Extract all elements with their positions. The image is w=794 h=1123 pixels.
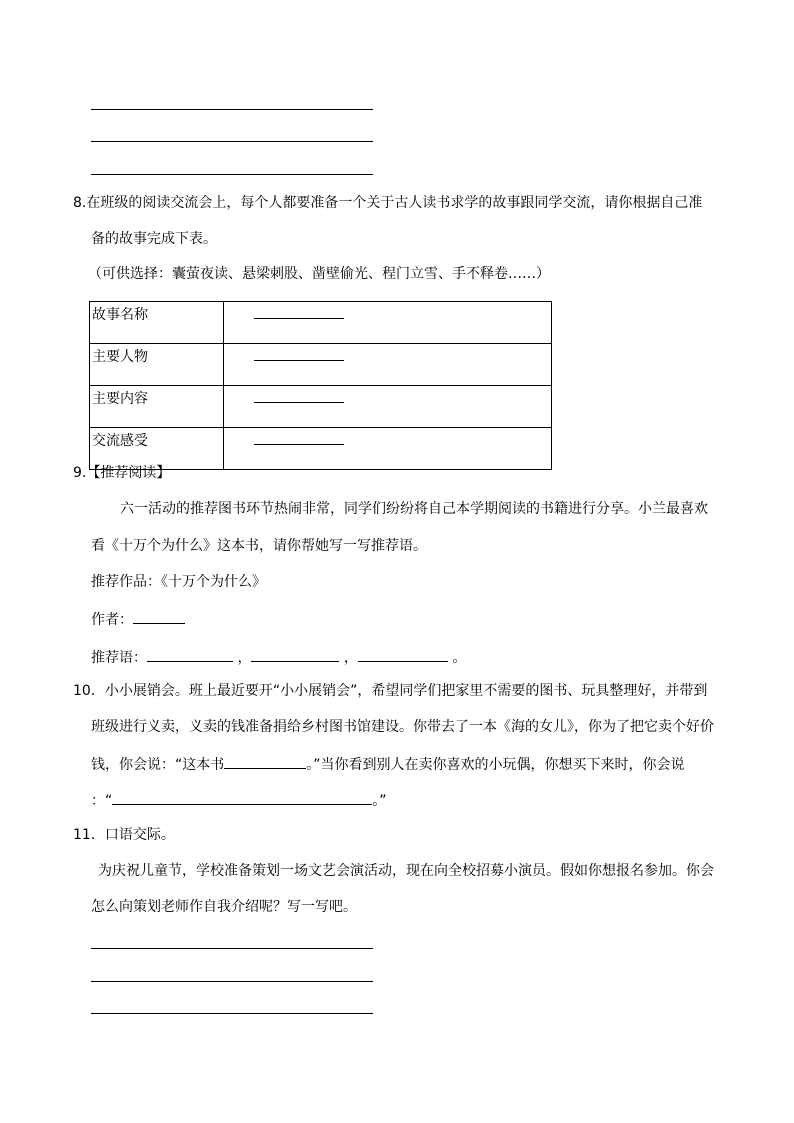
table-row xyxy=(90,344,552,386)
recommend-blank-3[interactable] xyxy=(358,647,448,662)
q9-para1: 六一活动的推荐图书环节热闹非常，同学们纷纷将自己本学期阅读的书籍进行分享。小兰最喜欢 xyxy=(120,501,708,517)
q10-line4-end: 。” xyxy=(372,793,387,809)
answer-blank[interactable] xyxy=(254,360,344,361)
story-table xyxy=(89,301,552,470)
q10-line1: 10．小小展销会。班上最近要开“小小展销会”，希望同学们把家里不需要的图书、玩具整理好，并带到 xyxy=(73,683,708,699)
recommend-label: 推荐语： xyxy=(91,650,147,666)
q10-line4 xyxy=(91,790,387,810)
answer-line[interactable] xyxy=(91,174,373,175)
answer-line[interactable] xyxy=(91,1013,373,1014)
story-name-cell[interactable] xyxy=(224,302,552,344)
story-name-label: 故事名称 xyxy=(90,302,224,344)
main-content-cell[interactable] xyxy=(224,386,552,428)
answer-line[interactable] xyxy=(91,109,373,110)
main-content-label: 主要内容 xyxy=(90,386,224,428)
reflection-label: 交流感受 xyxy=(90,428,224,470)
answer-line[interactable] xyxy=(91,141,373,142)
author-label: 作者： xyxy=(91,612,133,628)
recommend-blank-1[interactable] xyxy=(147,647,233,662)
q8-options: （可供选择：囊萤夜读、悬梁刺股、凿壁偷光、程门立雪、手不释卷……） xyxy=(88,266,550,282)
q9-header: 9.【推荐阅读】 xyxy=(73,465,171,481)
answer-blank[interactable] xyxy=(254,318,344,319)
q9-author-line xyxy=(91,609,185,629)
q10-line3 xyxy=(91,754,685,774)
reflection-cell[interactable] xyxy=(224,428,552,470)
period: 。 xyxy=(452,650,467,666)
toy-request-blank[interactable] xyxy=(112,790,372,805)
book-pitch-blank[interactable] xyxy=(224,754,306,769)
answer-line[interactable] xyxy=(91,981,373,982)
q11-header: 11．口语交际。 xyxy=(73,827,175,843)
author-blank[interactable] xyxy=(133,609,185,624)
comma: ， xyxy=(343,650,358,666)
q11-para1: 为庆祝儿童节，学校准备策划一场文艺会演活动，现在向全校招募小演员。假如你想报名参加。你会 xyxy=(98,863,714,879)
answer-blank[interactable] xyxy=(254,444,344,445)
q11-para2: 怎么向策划老师作自我介绍呢？写一写吧。 xyxy=(91,899,357,915)
q9-para2: 看《十万个为什么》这本书，请你帮她写一写推荐语。 xyxy=(91,538,427,554)
q10-line4-start: ：“ xyxy=(91,793,113,809)
table-row xyxy=(90,386,552,428)
q10-line3-end: 。”当你看到别人在卖你喜欢的小玩偶，你想买下来时，你会说 xyxy=(306,757,685,773)
recommend-blank-2[interactable] xyxy=(251,647,339,662)
q10-line3-start: 钱，你会说：“这本书 xyxy=(91,757,225,773)
main-character-label: 主要人物 xyxy=(90,344,224,386)
q9-work: 推荐作品：《十万个为什么》 xyxy=(91,574,266,590)
table-row xyxy=(90,302,552,344)
q8-line1 xyxy=(73,194,702,212)
q8-number: 8. xyxy=(73,195,87,211)
main-character-cell[interactable] xyxy=(224,344,552,386)
q8-text-line1: 在班级的阅读交流会上，每个人都要准备一个关于古人读书求学的故事跟同学交流，请你根据自己准 xyxy=(86,195,703,211)
answer-line[interactable] xyxy=(91,948,373,949)
q9-recommend-line xyxy=(91,647,466,667)
q8-text-line2: 备的故事完成下表。 xyxy=(91,231,217,247)
comma: ， xyxy=(237,650,252,666)
q10-line2: 班级进行义卖，义卖的钱准备捐给乡村图书馆建设。你带去了一本《海的女儿》，你为了把它卖个好价 xyxy=(91,719,714,735)
answer-blank[interactable] xyxy=(254,402,344,403)
